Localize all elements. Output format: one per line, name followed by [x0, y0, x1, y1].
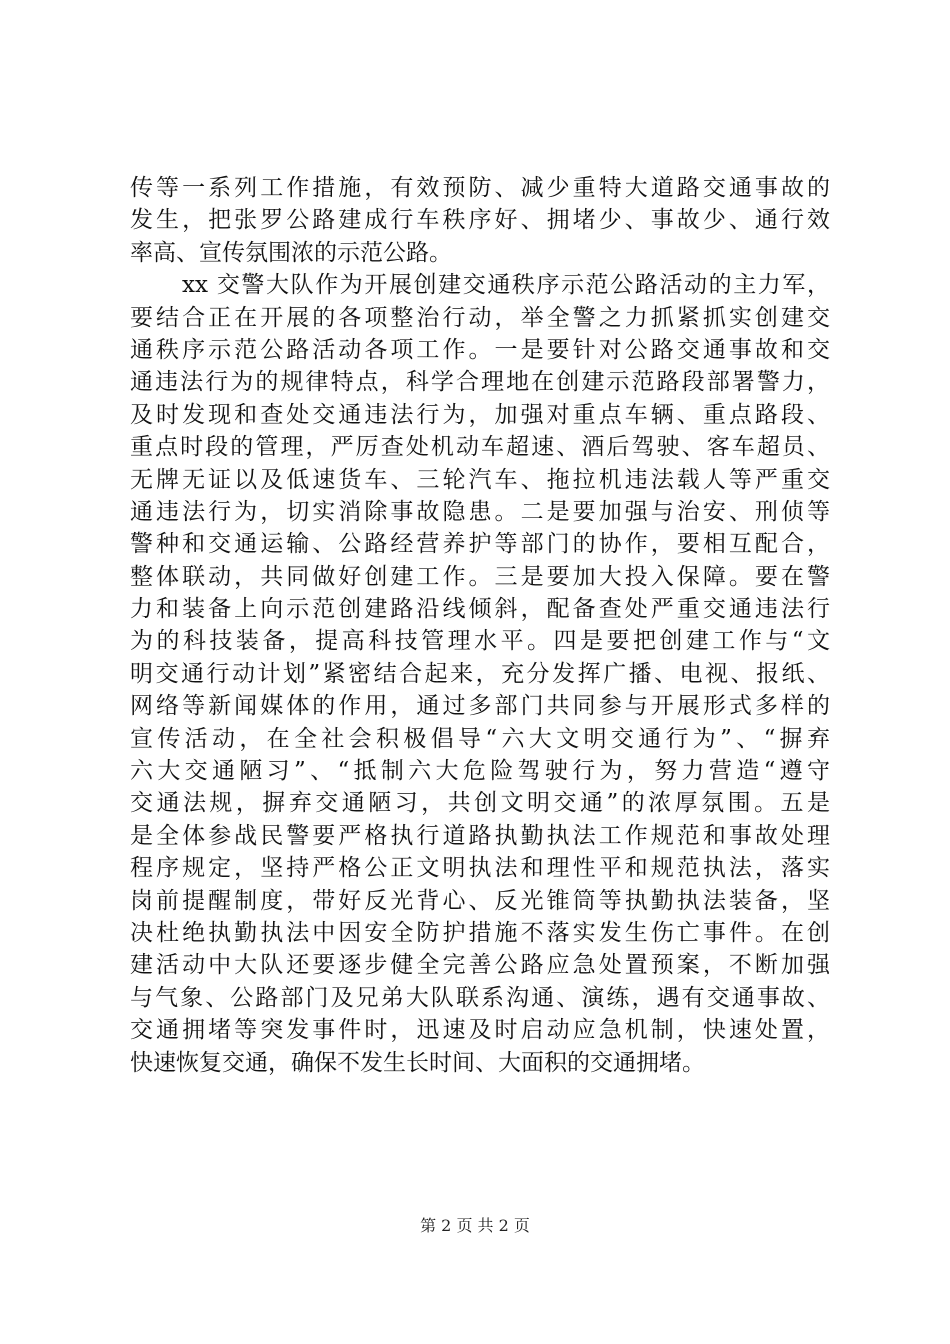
- text-line: 无牌无证以及低速货车、三轮汽车、拖拉机违法载人等严重交: [130, 466, 830, 493]
- text-line: 六大交通陋习”、“抵制六大危险驾驶行为，努力营造“遵守: [130, 758, 830, 785]
- text-line: 通秩序示范公路活动各项工作。一是要针对公路交通事故和交: [130, 336, 830, 363]
- paragraph-2: [130, 269, 830, 1079]
- text-line: 及时发现和查处交通违法行为，加强对重点车辆、重点路段、: [130, 401, 830, 428]
- text-line: 岗前提醒制度，带好反光背心、反光锥筒等执勤执法装备，坚: [130, 887, 830, 914]
- text-line: 决杜绝执勤执法中因安全防护措施不落实发生伤亡事件。在创: [130, 919, 830, 946]
- paragraph-1: [130, 172, 830, 269]
- page-number-footer: 第 2 页 共 2 页: [420, 1216, 530, 1235]
- text-line: 整体联动，共同做好创建工作。三是要加大投入保障。要在警: [130, 563, 830, 590]
- text-line: 建活动中大队还要逐步健全完善公路应急处置预案，不断加强: [130, 952, 830, 979]
- text-line: 率高、宣传氛围浓的示范公路。: [130, 239, 452, 266]
- text-line: 程序规定，坚持严格公正文明执法和理性平和规范执法，落实: [130, 855, 830, 882]
- text-line: 明交通行动计划”紧密结合起来，充分发挥广播、电视、报纸、: [130, 660, 830, 687]
- text-line: 与气象、公路部门及兄弟大队联系沟通、演练，遇有交通事故、: [130, 984, 830, 1011]
- text-line: 重点时段的管理，严厉查处机动车超速、酒后驾驶、客车超员、: [130, 434, 830, 461]
- text-line: 要结合正在开展的各项整治行动，举全警之力抓紧抓实创建交: [130, 304, 830, 331]
- text-line: 通违法行为，切实消除事故隐患。二是要加强与治安、刑侦等: [130, 498, 830, 525]
- text-line: 发生，把张罗公路建成行车秩序好、拥堵少、事故少、通行效: [130, 207, 830, 234]
- text-line: 网络等新闻媒体的作用，通过多部门共同参与开展形式多样的: [130, 693, 830, 720]
- text-line: 交通拥堵等突发事件时，迅速及时启动应急机制，快速处置，: [130, 1017, 830, 1044]
- text-line: 传等一系列工作措施，有效预防、减少重特大道路交通事故的: [130, 175, 830, 201]
- text-line: 是全体参战民警要严格执行道路执勤执法工作规范和事故处理: [130, 822, 830, 849]
- text-line: 警种和交通运输、公路经营养护等部门的协作，要相互配合，: [130, 531, 830, 558]
- text-line: 力和装备上向示范创建路沿线倾斜，配备查处严重交通违法行: [130, 596, 830, 623]
- text-line: 宣传活动，在全社会积极倡导“六大文明交通行为”、“摒弃: [130, 725, 830, 752]
- text-line: xx 交警大队作为开展创建交通秩序示范公路活动的主力军，: [182, 272, 830, 299]
- document-body: [130, 172, 830, 1079]
- text-line: 交通法规，摒弃交通陋习，共创文明交通”的浓厚氛围。五是: [130, 790, 830, 817]
- text-line: 快速恢复交通，确保不发生长时间、大面积的交通拥堵。: [130, 1049, 705, 1076]
- text-line: 通违法行为的规律特点，科学合理地在创建示范路段部署警力，: [130, 369, 830, 396]
- text-line: 为的科技装备，提高科技管理水平。四是要把创建工作与“文: [130, 628, 830, 655]
